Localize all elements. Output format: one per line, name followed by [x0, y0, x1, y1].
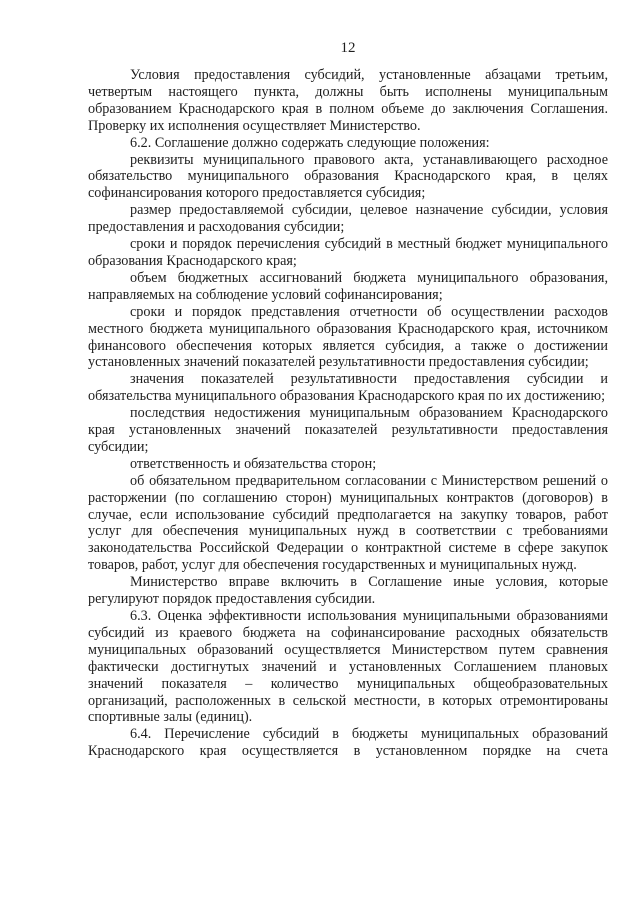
- paragraph-consequences: последствия недостижения муниципальным образованием Краснодарского края установленных значений показателей результативности предоставления субсидии;: [88, 405, 608, 455]
- document-page: [88, 40, 608, 760]
- paragraph-6-4-transfer: 6.4. Перечисление субсидий в бюджеты муниципальных образований Краснодарского края осуществляется в установленном порядке на счета: [88, 726, 608, 760]
- paragraph-contract-approval: об обязательном предварительном согласовании с Министерством решений о расторжении (по соглашению сторон) муниципальных контрактов (договоров) в случае, если использование субсидий предполагается на закупку товаров, работ услуг для обеспечения муниципальных нужд в соответствии с требованиями законодательства Российской Федерации о контрактной системе в сфере закупок товаров, работ, услуг для обеспечения государственных и муниципальных нужд.: [88, 472, 608, 574]
- paragraph-budget-allocations: объем бюджетных ассигнований бюджета муниципального образования, направляемых на соблюдение условий софинансирования;: [88, 269, 608, 303]
- paragraph-reporting-terms: сроки и порядок представления отчетности об осуществлении расходов местного бюджета муниципального образования Краснодарского края, источником финансового обеспечения которых является субсидия, а также о достижении установленных значений показателей результативности предоставления субсидии;: [88, 303, 608, 371]
- page-number: 12: [340, 40, 356, 56]
- paragraph-conditions: Условия предоставления субсидий, установленные абзацами третьим, четвертым настоящего пункта, должны быть исполнены муниципальным образованием Краснодарского края в полном объеме до заключения Соглашения. Проверку их исполнения осуществляет Министерство.: [88, 67, 608, 134]
- paragraph-legal-act-details: реквизиты муниципального правового акта, устанавливающего расходное обязательство муниципального образования Краснодарского края, в целях софинансирования которого предоставляется субсидия;: [88, 151, 608, 202]
- paragraph-transfer-terms: сроки и порядок перечисления субсидий в местный бюджет муниципального образования Краснодарского края;: [88, 236, 608, 269]
- paragraph-subsidy-amount: размер предоставляемой субсидии, целевое назначение субсидии, условия предоставления и расходования субсидии;: [88, 202, 608, 236]
- paragraph-performance-indicators: значения показателей результативности предоставления субсидии и обязательства муниципального образования Краснодарского края по их достижению;: [88, 371, 608, 405]
- paragraph-other-conditions: Министерство вправе включить в Соглашение иные условия, которые регулируют порядок предоставления субсидии.: [88, 574, 608, 608]
- paragraph-6-3-evaluation: 6.3. Оценка эффективности использования муниципальными образованиями субсидий из краевого бюджета на софинансирование расходных обязательств муниципальных образований осуществляется Министерством путем сравнения фактически достигнутых значений и установленных Соглашением плановых значений показателя – количество муниципальных общеобразовательных организаций, расположенных в сельской местности, в которых отремонтированы спортивные залы (единиц).: [88, 608, 608, 726]
- paragraph-6-2-heading: 6.2. Соглашение должно содержать следующие положения:: [130, 134, 490, 151]
- paragraph-responsibility: ответственность и обязательства сторон;: [130, 455, 377, 472]
